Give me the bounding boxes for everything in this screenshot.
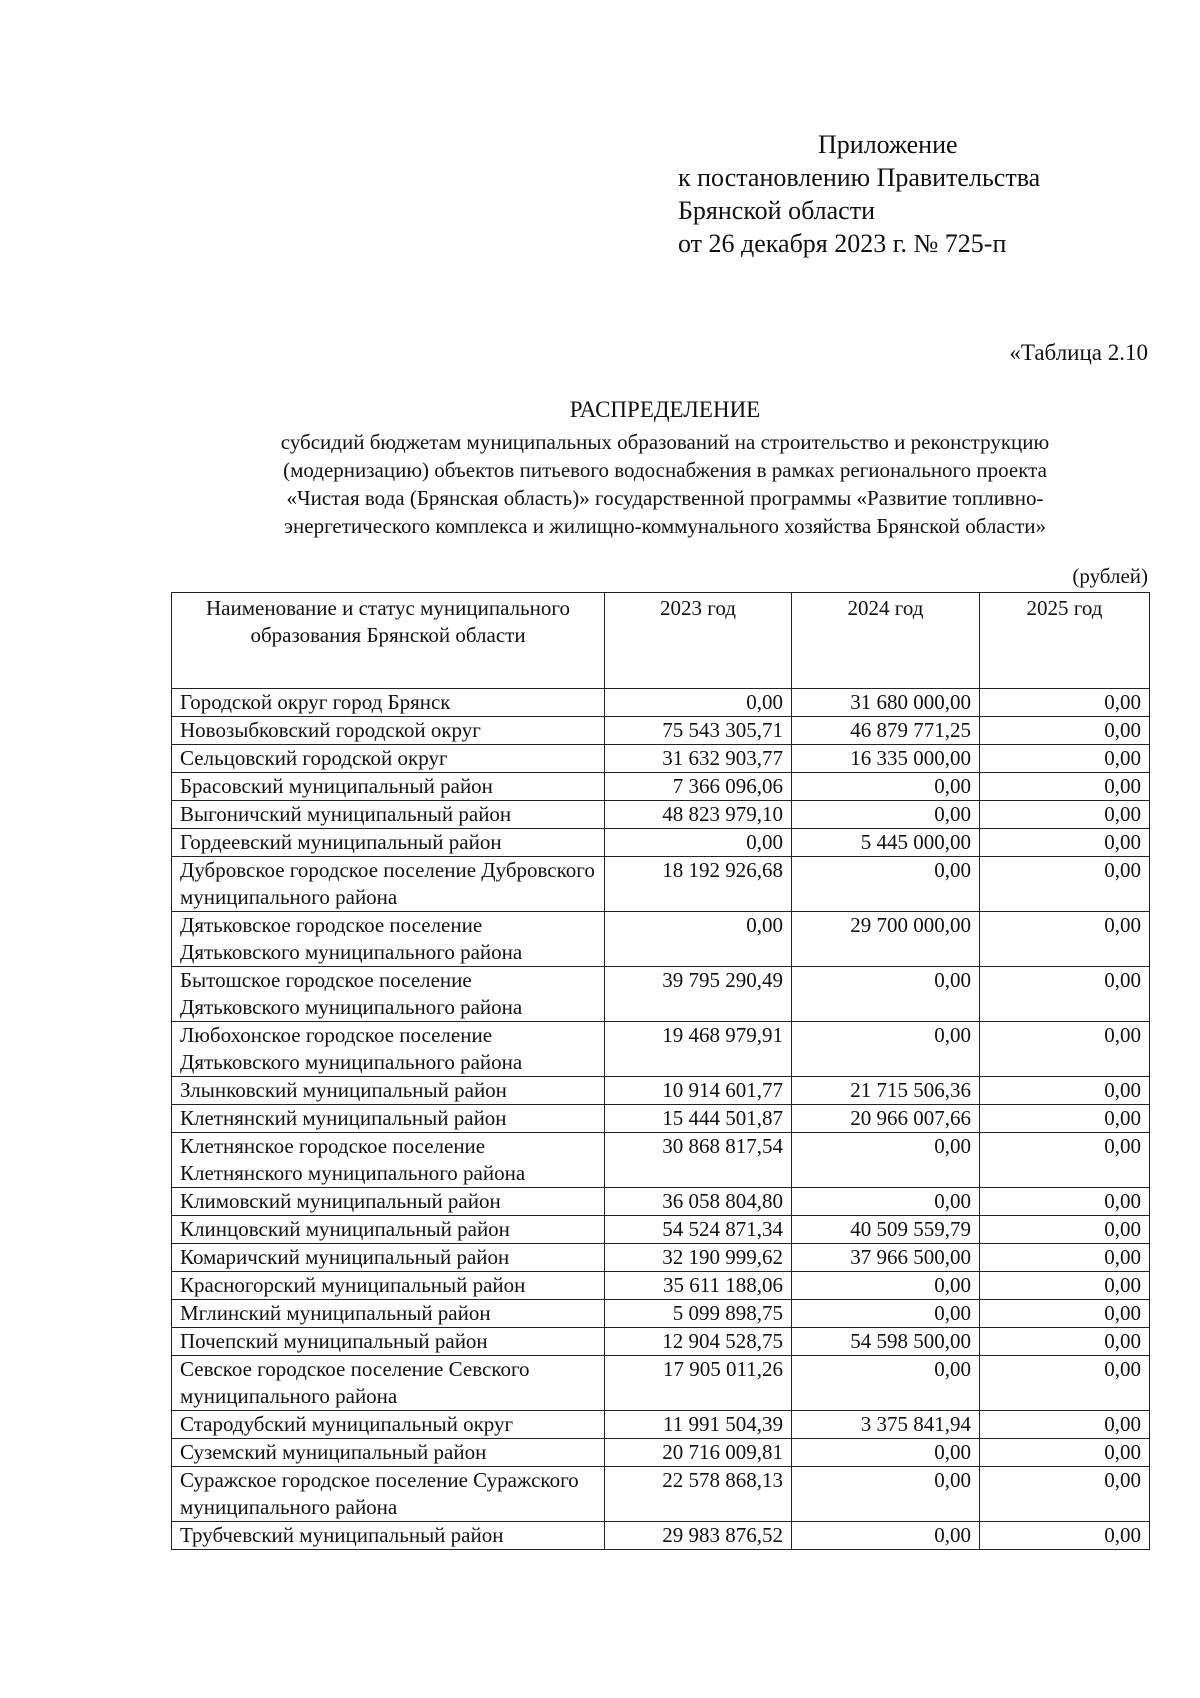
row-2023-cell: 18 192 926,68 [605, 857, 792, 912]
row-2024-cell: 0,00 [792, 1300, 980, 1328]
row-name-cell: Сельцовский городской округ [172, 745, 605, 773]
row-2025-cell: 0,00 [980, 1105, 1150, 1133]
row-2025-cell: 0,00 [980, 689, 1150, 717]
subtitle-line: (модернизацию) объектов питьевого водоснабжения в рамках регионального проекта [283, 458, 1047, 482]
table-row [172, 967, 1150, 1022]
row-2025-cell: 0,00 [980, 801, 1150, 829]
row-2024-cell: 16 335 000,00 [792, 745, 980, 773]
row-2024-cell: 20 966 007,66 [792, 1105, 980, 1133]
row-2025-cell: 0,00 [980, 717, 1150, 745]
row-2023-cell: 35 611 188,06 [605, 1272, 792, 1300]
table-row [172, 1022, 1150, 1077]
table-row [172, 1077, 1150, 1105]
row-2023-cell: 31 632 903,77 [605, 745, 792, 773]
row-2025-cell: 0,00 [980, 1133, 1150, 1188]
row-name-cell: Новозыбковский городской округ [172, 717, 605, 745]
row-2025-cell: 0,00 [980, 1077, 1150, 1105]
header-2023: 2023 год [605, 593, 792, 689]
row-2024-cell: 0,00 [792, 967, 980, 1022]
table-row [172, 773, 1150, 801]
table-row [172, 857, 1150, 912]
row-2025-cell: 0,00 [980, 1188, 1150, 1216]
row-2025-cell: 0,00 [980, 745, 1150, 773]
table-row [172, 1356, 1150, 1411]
subtitle-line: «Чистая вода (Брянская область)» государственной программы «Развитие топливно- [286, 486, 1044, 510]
table-reference: «Таблица 2.10 [1009, 340, 1148, 365]
header-2025: 2025 год [980, 593, 1150, 689]
row-2025-cell: 0,00 [980, 1522, 1150, 1550]
row-2023-cell: 17 905 011,26 [605, 1356, 792, 1411]
row-2024-cell: 54 598 500,00 [792, 1328, 980, 1356]
row-2024-cell: 21 715 506,36 [792, 1077, 980, 1105]
table-row [172, 745, 1150, 773]
row-2023-cell: 15 444 501,87 [605, 1105, 792, 1133]
row-2024-cell: 0,00 [792, 1133, 980, 1188]
row-name-cell: Дубровское городское поселение Дубровского муниципального района [172, 857, 605, 912]
appendix-date: от 26 декабря 2023 г. № 725-п [678, 229, 1007, 258]
row-2025-cell: 0,00 [980, 829, 1150, 857]
row-2023-cell: 11 991 504,39 [605, 1411, 792, 1439]
document-title: РАСПРЕДЕЛЕНИЕ [569, 397, 761, 422]
row-name-cell: Стародубский муниципальный округ [172, 1411, 605, 1439]
row-name-cell: Клетнянское городское поселение Клетнянского муниципального района [172, 1133, 605, 1188]
row-2025-cell: 0,00 [980, 1328, 1150, 1356]
row-2023-cell: 39 795 290,49 [605, 967, 792, 1022]
row-2023-cell: 22 578 868,13 [605, 1467, 792, 1522]
row-name-cell: Красногорский муниципальный район [172, 1272, 605, 1300]
row-2024-cell: 0,00 [792, 773, 980, 801]
row-name-cell: Трубчевский муниципальный район [172, 1522, 605, 1550]
row-name-cell: Городской округ город Брянск [172, 689, 605, 717]
row-name-cell: Клетнянский муниципальный район [172, 1105, 605, 1133]
row-name-cell: Клинцовский муниципальный район [172, 1216, 605, 1244]
subtitle-line: энергетического комплекса и жилищно-коммунального хозяйства Брянской области» [284, 514, 1046, 538]
appendix-line: Брянской области [678, 196, 875, 225]
row-2025-cell: 0,00 [980, 1244, 1150, 1272]
table-row [172, 1300, 1150, 1328]
appendix-line: к постановлению Правительства [678, 163, 1041, 192]
row-2023-cell: 0,00 [605, 912, 792, 967]
units-label: (рублей) [1072, 564, 1148, 588]
row-2023-cell: 75 543 305,71 [605, 717, 792, 745]
table-row [172, 1411, 1150, 1439]
row-2023-cell: 5 099 898,75 [605, 1300, 792, 1328]
row-name-cell: Гордеевский муниципальный район [172, 829, 605, 857]
row-2025-cell: 0,00 [980, 1216, 1150, 1244]
row-2023-cell: 10 914 601,77 [605, 1077, 792, 1105]
row-2023-cell: 32 190 999,62 [605, 1244, 792, 1272]
row-2025-cell: 0,00 [980, 857, 1150, 912]
row-2025-cell: 0,00 [980, 1356, 1150, 1411]
appendix-title: Приложение [818, 130, 958, 159]
table-row [172, 1244, 1150, 1272]
table-row [172, 1328, 1150, 1356]
row-2023-cell: 20 716 009,81 [605, 1439, 792, 1467]
row-name-cell: Мглинский муниципальный район [172, 1300, 605, 1328]
row-name-cell: Любохонское городское поселение Дятьковского муниципального района [172, 1022, 605, 1077]
header-name: Наименование и статус муниципального образования Брянской области [172, 593, 605, 689]
table-row [172, 689, 1150, 717]
row-2024-cell: 40 509 559,79 [792, 1216, 980, 1244]
table-row [172, 801, 1150, 829]
table-row [172, 912, 1150, 967]
row-2023-cell: 54 524 871,34 [605, 1216, 792, 1244]
table-body [172, 689, 1150, 1550]
row-2023-cell: 0,00 [605, 689, 792, 717]
row-2025-cell: 0,00 [980, 912, 1150, 967]
row-name-cell: Бытошское городское поселение Дятьковского муниципального района [172, 967, 605, 1022]
table-row [172, 1467, 1150, 1522]
row-name-cell: Злынковский муниципальный район [172, 1077, 605, 1105]
row-name-cell: Почепский муниципальный район [172, 1328, 605, 1356]
row-2023-cell: 30 868 817,54 [605, 1133, 792, 1188]
row-2025-cell: 0,00 [980, 1411, 1150, 1439]
row-2024-cell: 0,00 [792, 1439, 980, 1467]
row-2024-cell: 0,00 [792, 1522, 980, 1550]
row-2023-cell: 29 983 876,52 [605, 1522, 792, 1550]
row-2024-cell: 0,00 [792, 801, 980, 829]
table-row [172, 829, 1150, 857]
row-2023-cell: 36 058 804,80 [605, 1188, 792, 1216]
row-2025-cell: 0,00 [980, 1467, 1150, 1522]
row-2024-cell: 0,00 [792, 1356, 980, 1411]
row-2024-cell: 37 966 500,00 [792, 1244, 980, 1272]
row-2024-cell: 0,00 [792, 1188, 980, 1216]
header-2024: 2024 год [792, 593, 980, 689]
row-2024-cell: 46 879 771,25 [792, 717, 980, 745]
row-2024-cell: 0,00 [792, 1272, 980, 1300]
row-name-cell: Выгоничский муниципальный район [172, 801, 605, 829]
row-name-cell: Климовский муниципальный район [172, 1188, 605, 1216]
row-2024-cell: 29 700 000,00 [792, 912, 980, 967]
table-row [172, 1272, 1150, 1300]
row-2025-cell: 0,00 [980, 773, 1150, 801]
appendix-block [678, 128, 1040, 260]
distribution-table [171, 592, 1150, 1550]
row-2023-cell: 48 823 979,10 [605, 801, 792, 829]
row-2025-cell: 0,00 [980, 967, 1150, 1022]
row-2024-cell: 0,00 [792, 857, 980, 912]
row-2024-cell: 31 680 000,00 [792, 689, 980, 717]
row-name-cell: Комаричский муниципальный район [172, 1244, 605, 1272]
table-header-row [172, 593, 1150, 689]
row-2024-cell: 0,00 [792, 1022, 980, 1077]
row-2023-cell: 12 904 528,75 [605, 1328, 792, 1356]
subtitle-line: субсидий бюджетам муниципальных образований на строительство и реконструкцию [280, 430, 1050, 454]
table-row [172, 1105, 1150, 1133]
row-name-cell: Брасовский муниципальный район [172, 773, 605, 801]
row-2025-cell: 0,00 [980, 1300, 1150, 1328]
row-2024-cell: 0,00 [792, 1467, 980, 1522]
row-2025-cell: 0,00 [980, 1439, 1150, 1467]
row-2025-cell: 0,00 [980, 1272, 1150, 1300]
table-row [172, 717, 1150, 745]
row-name-cell: Севское городское поселение Севского муниципального района [172, 1356, 605, 1411]
row-2024-cell: 3 375 841,94 [792, 1411, 980, 1439]
document-subtitle [165, 428, 1165, 540]
row-2025-cell: 0,00 [980, 1022, 1150, 1077]
table-row [172, 1439, 1150, 1467]
table-row [172, 1522, 1150, 1550]
row-2023-cell: 19 468 979,91 [605, 1022, 792, 1077]
table-row [172, 1188, 1150, 1216]
row-2023-cell: 0,00 [605, 829, 792, 857]
table-row [172, 1133, 1150, 1188]
row-name-cell: Суражское городское поселение Суражского муниципального района [172, 1467, 605, 1522]
row-name-cell: Дятьковское городское поселение Дятьковского муниципального района [172, 912, 605, 967]
table-row [172, 1216, 1150, 1244]
row-2023-cell: 7 366 096,06 [605, 773, 792, 801]
row-name-cell: Суземский муниципальный район [172, 1439, 605, 1467]
row-2024-cell: 5 445 000,00 [792, 829, 980, 857]
